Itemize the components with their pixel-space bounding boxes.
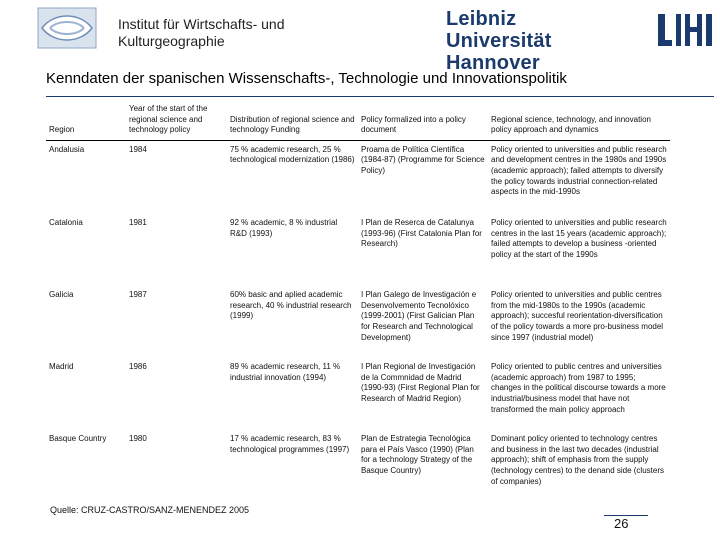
cell-policy-document: I Plan Regional de Investigación de la Commnidad de Madrid (1990-93) (First Regional Plan for Research of Madrid Region) (361, 362, 480, 404)
policy-table (46, 104, 670, 502)
institute-title: Institut für Wirtschafts- und Kulturgeographie (118, 16, 285, 49)
cell-region: Catalonia (49, 218, 83, 228)
cell-funding: 17 % academic research, 83 % technological programmes (1997) (230, 434, 350, 454)
header-start-year: Year of the start of the regional science and technology policy (126, 104, 227, 140)
cell-region: Galicia (49, 290, 74, 300)
cell-funding: 89 % academic research, 11 % industrial innovation (1994) (230, 362, 341, 382)
header-policy-approach: Regional science, technology, and innovation policy approach and dynamics (488, 104, 670, 140)
table-row (46, 430, 670, 502)
table-row (46, 140, 670, 214)
university-name-line1: Leibniz (446, 8, 517, 30)
cell-funding: 60% basic and aplied academic research, 40 % industrial research (1999) (230, 290, 352, 321)
table-row (46, 286, 670, 358)
cell-start-year: 1981 (129, 218, 147, 228)
cell-approach: Policy oriented to universities and public research centres in the last 15 years (academic approach); failed attempts to develop a business -oriented policy at the start of the 1990s (491, 218, 667, 260)
cell-funding: 92 % academic, 8 % industrial R&D (1993) (230, 218, 338, 238)
title-divider (46, 96, 714, 97)
cell-funding: 75 % academic research, 25 % technological modernization (1986) (230, 144, 355, 165)
cell-region: Basque Country (49, 434, 107, 444)
header-funding-distribution: Distribution of regional science and technology Funding (227, 104, 358, 140)
source-citation: Quelle: CRUZ-CASTRO/SANZ-MENENDEZ 2005 (50, 505, 250, 515)
cell-policy-document: I Plan de Reserca de Catalunya (1993-96) (First Catalonia Plan for Research) (361, 218, 482, 249)
cell-region: Andalusia (49, 144, 85, 154)
cell-policy-document: Plan de Estrategia Tecnológica para el País Vasco (1990) (Plan for a technology Strategy of the Basque Country) (361, 434, 474, 476)
cell-approach: Dominant policy oriented to technology centres and business in the last two decades (industrial approach); shift of emphasis from the supply (technology centres) to the denand side (clusters of companies) (491, 434, 664, 486)
table-row (46, 214, 670, 286)
cell-approach: Policy oriented to universities and public research and development centres in the 1980s and 1990s (academic approach); failed attempts to diversify the policy towards industrial connection-related aspects in the mid-1990s (491, 144, 667, 197)
table-row (46, 358, 670, 430)
institute-logo-icon (36, 6, 98, 50)
cell-policy-document: Proama de Política Científica (1984-87) (Programme for Science Policy) (361, 144, 485, 175)
university-logo-icon (656, 12, 714, 48)
header-policy-document: Policy formalized into a policy document (358, 104, 488, 140)
cell-start-year: 1980 (129, 434, 147, 444)
cell-start-year: 1984 (129, 144, 147, 154)
cell-start-year: 1986 (129, 362, 147, 372)
header (0, 0, 720, 74)
cell-policy-document: I Plan Galego de Investigación e Desenvolvemento Tecnolóxico (1999-2001) (First Galician Plan for Research and Technological Development) (361, 290, 477, 342)
header-region: Region (46, 104, 126, 140)
university-name (446, 8, 646, 74)
university-name-line2: Universität Hannover (446, 30, 552, 74)
table-header-row (46, 104, 670, 140)
cell-region: Madrid (49, 362, 74, 372)
cell-start-year: 1987 (129, 290, 147, 300)
slide-title: Kenndaten der spanischen Wissenschafts-, Technologie und Innovationspolitik (46, 70, 567, 87)
page-number: 26 (614, 516, 629, 531)
cell-approach: Policy oriented to public centres and universities (academic approach) from 1987 to 1995; changes in the political discourse towards a more industrial/business model that have not transformed the main policy approach (491, 362, 666, 414)
cell-approach: Policy oriented to universities and public centres from the mid-1980s to the 1990s (academic approach); succesful reorientation-diversification of the policy towards a more pro-business model since 1997 (industrial model) (491, 290, 664, 342)
